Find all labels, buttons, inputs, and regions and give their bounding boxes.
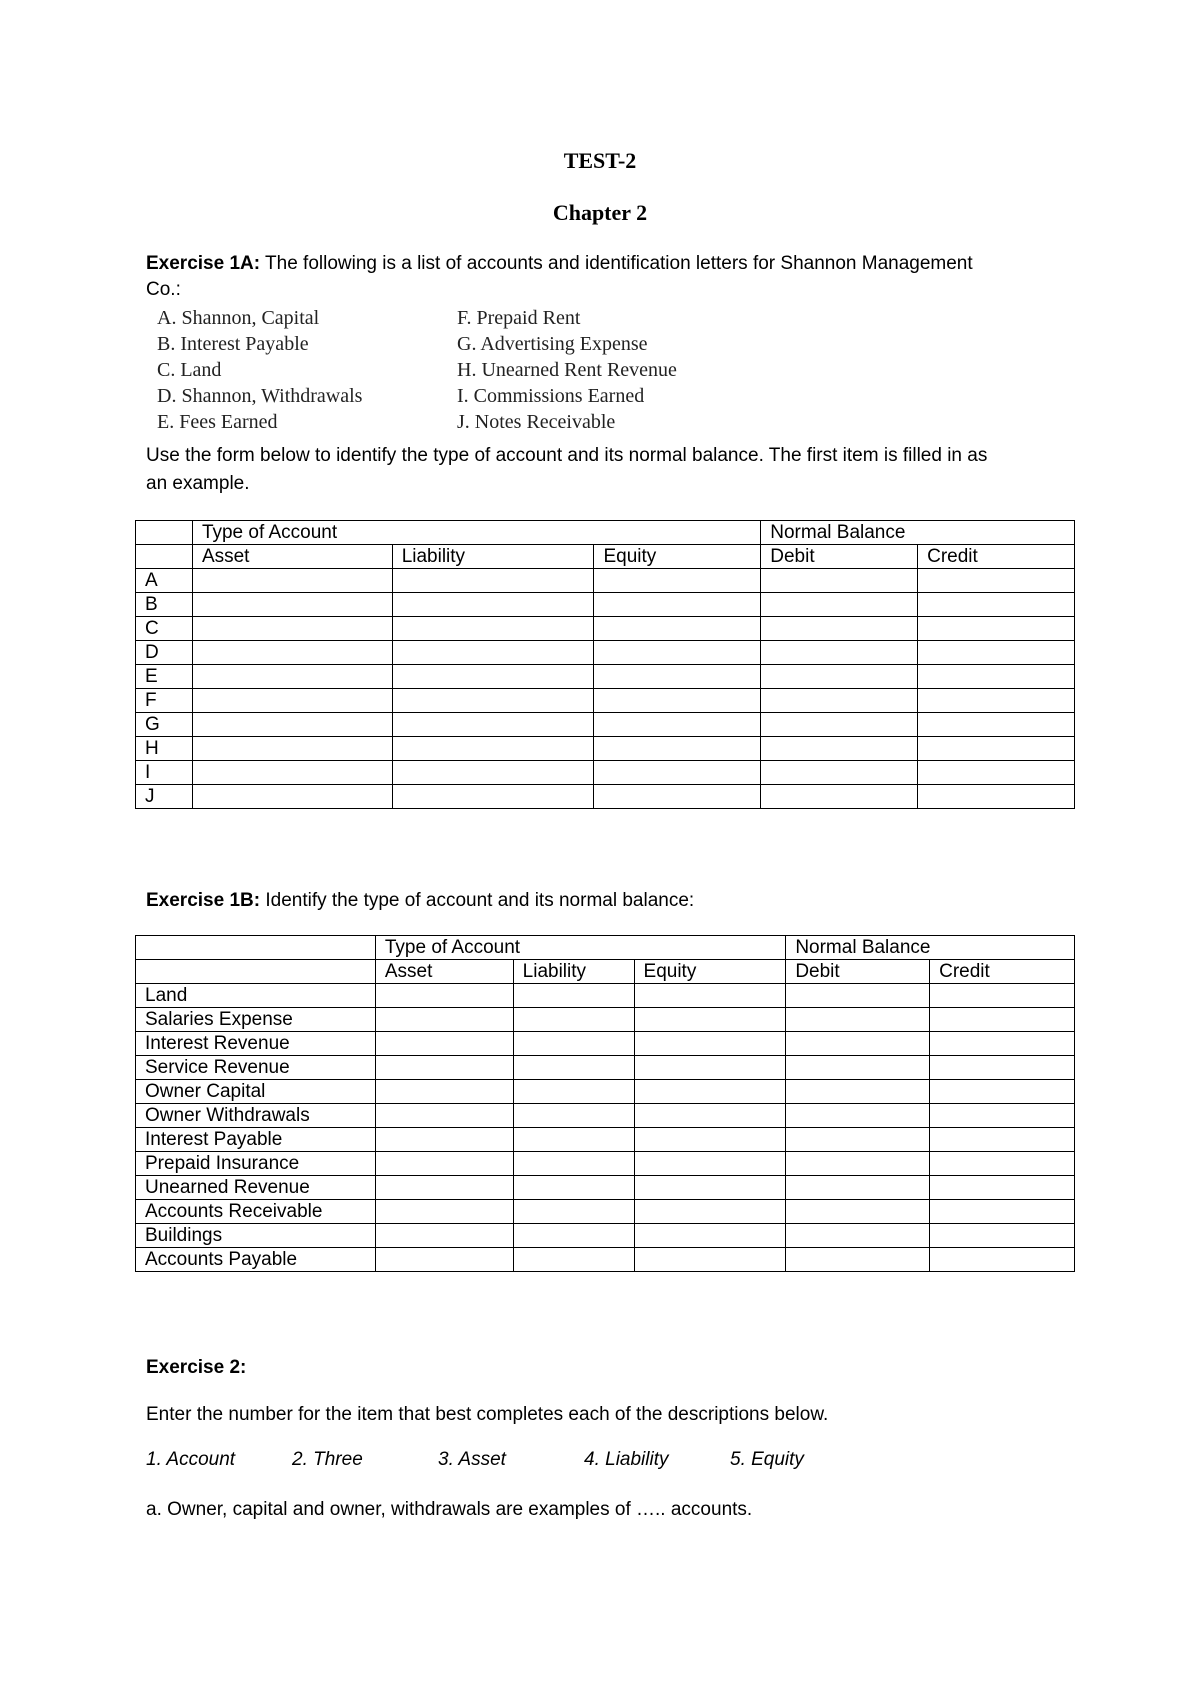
answer-cell[interactable] [594, 617, 761, 641]
corner-cell [136, 521, 193, 545]
normal-balance-header: Normal Balance [761, 521, 1075, 545]
table-row [136, 1248, 1075, 1272]
answer-cell[interactable] [594, 593, 761, 617]
answer-cell[interactable] [634, 1176, 786, 1200]
table-row [136, 569, 1075, 593]
exercise-1b-label: Exercise 1B: [146, 890, 261, 911]
answer-cell[interactable] [786, 1080, 930, 1104]
table-header-row [136, 521, 1075, 545]
row-label: Interest Payable [136, 1128, 376, 1152]
exercise-1a-intro [146, 250, 1076, 278]
row-label: G [136, 713, 193, 737]
answer-cell[interactable] [786, 1128, 930, 1152]
answer-cell[interactable] [930, 1224, 1075, 1248]
answer-cell[interactable] [392, 569, 594, 593]
answer-cell[interactable] [513, 1200, 634, 1224]
answer-cell[interactable] [786, 1176, 930, 1200]
answer-cell[interactable] [392, 785, 594, 809]
answer-cell[interactable] [918, 665, 1075, 689]
choice-item: 5. Equity [730, 1449, 804, 1470]
question-a: a. Owner, capital and owner, withdrawals are examples of ….. accounts. [146, 1499, 753, 1520]
answer-cell[interactable] [786, 1224, 930, 1248]
answer-cell[interactable] [513, 1224, 634, 1248]
table-row [136, 1128, 1075, 1152]
answer-cell[interactable] [761, 761, 918, 785]
answer-cell[interactable] [375, 1032, 513, 1056]
answer-cell[interactable] [392, 737, 594, 761]
answer-cell[interactable] [594, 641, 761, 665]
answer-cell[interactable] [786, 1008, 930, 1032]
answer-cell[interactable] [918, 641, 1075, 665]
table-row [136, 1176, 1075, 1200]
answer-cell[interactable] [594, 761, 761, 785]
asset-column-header: Asset [375, 960, 513, 984]
row-label: Interest Revenue [136, 1032, 376, 1056]
answer-cell[interactable] [930, 984, 1075, 1008]
answer-cell[interactable] [192, 593, 392, 617]
test-title: TEST-2 [563, 148, 637, 173]
row-label: Buildings [136, 1224, 376, 1248]
answer-cell[interactable] [761, 665, 918, 689]
exercise-1b-intro-text: Identify the type of account and its normal balance: [265, 890, 695, 911]
answer-cell[interactable] [786, 1200, 930, 1224]
answer-cell[interactable] [761, 593, 918, 617]
table-row [136, 713, 1075, 737]
table-row [136, 1104, 1075, 1128]
answer-cell[interactable] [192, 641, 392, 665]
answer-cell[interactable] [930, 1152, 1075, 1176]
row-label: C [136, 617, 193, 641]
row-label: J [136, 785, 193, 809]
answer-cell[interactable] [918, 737, 1075, 761]
exercise-1a-intro-text: The following is a list of accounts and identification letters for Shannon Management [265, 253, 973, 274]
exercise-1a-label: Exercise 1A: [146, 253, 261, 274]
answer-cell[interactable] [375, 1152, 513, 1176]
row-label: B [136, 593, 193, 617]
answer-cell[interactable] [594, 569, 761, 593]
row-label: Service Revenue [136, 1056, 376, 1080]
answer-cell[interactable] [918, 569, 1075, 593]
table-row [136, 593, 1075, 617]
account-item: A. Shannon, Capital [157, 307, 320, 329]
account-item: E. Fees Earned [157, 411, 278, 433]
answer-cell[interactable] [634, 1248, 786, 1272]
table-row [136, 1056, 1075, 1080]
answer-cell[interactable] [786, 1248, 930, 1272]
answer-cell[interactable] [930, 1128, 1075, 1152]
answer-cell[interactable] [761, 617, 918, 641]
equity-column-header: Equity [594, 545, 761, 569]
answer-cell[interactable] [513, 1008, 634, 1032]
answer-cell[interactable] [930, 1008, 1075, 1032]
row-label: Prepaid Insurance [136, 1152, 376, 1176]
answer-cell[interactable] [918, 785, 1075, 809]
answer-cell[interactable] [513, 1152, 634, 1176]
answer-cell[interactable] [513, 1104, 634, 1128]
corner-cell [136, 960, 376, 984]
answer-cell[interactable] [918, 713, 1075, 737]
answer-cell[interactable] [192, 713, 392, 737]
answer-cell[interactable] [392, 713, 594, 737]
answer-cell[interactable] [513, 1248, 634, 1272]
answer-cell[interactable] [761, 689, 918, 713]
account-item: G. Advertising Expense [457, 333, 648, 355]
answer-cell[interactable] [192, 689, 392, 713]
account-item: F. Prepaid Rent [457, 307, 581, 329]
answer-cell[interactable] [786, 1104, 930, 1128]
answer-cell[interactable] [786, 1032, 930, 1056]
answer-cell[interactable] [192, 569, 392, 593]
answer-cell[interactable] [375, 1176, 513, 1200]
answer-cell[interactable] [375, 1224, 513, 1248]
answer-cell[interactable] [918, 689, 1075, 713]
exercise-1a-instruction-line1: Use the form below to identify the type of account and its normal balance. The first item is filled in as [146, 445, 988, 466]
row-label: Land [136, 984, 376, 1008]
row-label: D [136, 641, 193, 665]
table-header-row [136, 936, 1075, 960]
answer-cell[interactable] [634, 1056, 786, 1080]
answer-cell[interactable] [375, 1104, 513, 1128]
row-label: Owner Capital [136, 1080, 376, 1104]
row-label: A [136, 569, 193, 593]
table-row [136, 1080, 1075, 1104]
account-list-left [157, 305, 362, 435]
answer-cell[interactable] [918, 761, 1075, 785]
table-row [136, 1200, 1075, 1224]
table-row [136, 665, 1075, 689]
answer-cell[interactable] [761, 737, 918, 761]
answer-cell[interactable] [375, 1200, 513, 1224]
corner-cell [136, 936, 376, 960]
answer-cell[interactable] [375, 1080, 513, 1104]
table-row [136, 737, 1075, 761]
answer-cell[interactable] [930, 1200, 1075, 1224]
answer-cell[interactable] [392, 665, 594, 689]
answer-cell[interactable] [930, 1104, 1075, 1128]
answer-cell[interactable] [375, 1248, 513, 1272]
table-row [136, 761, 1075, 785]
answer-cell[interactable] [375, 984, 513, 1008]
answer-cell[interactable] [761, 785, 918, 809]
answer-cell[interactable] [513, 1176, 634, 1200]
answer-cell[interactable] [392, 593, 594, 617]
answer-cell[interactable] [192, 617, 392, 641]
answer-cell[interactable] [513, 1080, 634, 1104]
liability-column-header: Liability [513, 960, 634, 984]
answer-cell[interactable] [392, 617, 594, 641]
choice-item: 3. Asset [438, 1449, 506, 1470]
equity-column-header: Equity [634, 960, 786, 984]
answer-cell[interactable] [594, 737, 761, 761]
row-label: E [136, 665, 193, 689]
answer-cell[interactable] [375, 1128, 513, 1152]
row-label: I [136, 761, 193, 785]
table-row [136, 984, 1075, 1008]
answer-cell[interactable] [594, 665, 761, 689]
row-label: F [136, 689, 193, 713]
answer-cell[interactable] [918, 593, 1075, 617]
account-list-right [457, 305, 677, 435]
account-item: B. Interest Payable [157, 333, 309, 355]
table-row [136, 1032, 1075, 1056]
exercise-1a-instruction-line2: an example. [146, 473, 250, 494]
type-of-account-header: Type of Account [192, 521, 760, 545]
table-row [136, 785, 1075, 809]
table-subheader-row [136, 960, 1075, 984]
account-item: H. Unearned Rent Revenue [457, 359, 677, 381]
exercise-1b-intro [146, 887, 694, 915]
answer-cell[interactable] [192, 785, 392, 809]
liability-column-header: Liability [392, 545, 594, 569]
answer-cell[interactable] [930, 1056, 1075, 1080]
answer-cell[interactable] [786, 984, 930, 1008]
answer-cell[interactable] [513, 1128, 634, 1152]
type-of-account-header: Type of Account [375, 936, 785, 960]
row-label: Unearned Revenue [136, 1176, 376, 1200]
answer-cell[interactable] [634, 1080, 786, 1104]
row-label: Owner Withdrawals [136, 1104, 376, 1128]
table-row [136, 1224, 1075, 1248]
answer-cell[interactable] [192, 737, 392, 761]
answer-cell[interactable] [634, 1104, 786, 1128]
answer-cell[interactable] [761, 641, 918, 665]
exercise-2-instruction: Enter the number for the item that best completes each of the descriptions below. [146, 1404, 829, 1425]
answer-cell[interactable] [930, 1032, 1075, 1056]
answer-cell[interactable] [930, 1176, 1075, 1200]
answer-cell[interactable] [392, 689, 594, 713]
table-row [136, 689, 1075, 713]
answer-cell[interactable] [634, 1224, 786, 1248]
answer-cell[interactable] [375, 1056, 513, 1080]
answer-cell[interactable] [513, 1056, 634, 1080]
account-item: I. Commissions Earned [457, 385, 645, 407]
table-row [136, 641, 1075, 665]
exercise-2-heading [146, 1354, 246, 1382]
answer-cell[interactable] [594, 689, 761, 713]
answer-cell[interactable] [594, 785, 761, 809]
answer-cell[interactable] [918, 617, 1075, 641]
answer-cell[interactable] [513, 1032, 634, 1056]
answer-cell[interactable] [634, 984, 786, 1008]
answer-cell[interactable] [634, 1128, 786, 1152]
answer-cell[interactable] [594, 713, 761, 737]
choice-item: 1. Account [146, 1449, 236, 1470]
answer-cell[interactable] [634, 1152, 786, 1176]
answer-cell[interactable] [786, 1056, 930, 1080]
answer-cell[interactable] [375, 1008, 513, 1032]
exercise-1b-table [135, 935, 1075, 1272]
credit-column-header: Credit [918, 545, 1075, 569]
table-row [136, 1008, 1075, 1032]
row-label: Accounts Payable [136, 1248, 376, 1272]
normal-balance-header: Normal Balance [786, 936, 1075, 960]
choice-item: 2. Three [292, 1449, 363, 1470]
answer-cell[interactable] [634, 1008, 786, 1032]
account-item: C. Land [157, 359, 222, 381]
answer-cell[interactable] [761, 569, 918, 593]
choice-item: 4. Liability [584, 1449, 669, 1470]
answer-cell[interactable] [634, 1032, 786, 1056]
answer-cell[interactable] [392, 761, 594, 785]
answer-cell[interactable] [192, 761, 392, 785]
exercise-2-label: Exercise 2: [146, 1357, 247, 1378]
debit-column-header: Debit [761, 545, 918, 569]
debit-column-header: Debit [786, 960, 930, 984]
account-item: D. Shannon, Withdrawals [157, 385, 363, 407]
table-row [136, 617, 1075, 641]
asset-column-header: Asset [192, 545, 392, 569]
answer-cell[interactable] [513, 984, 634, 1008]
row-label: Salaries Expense [136, 1008, 376, 1032]
answer-cell[interactable] [930, 1248, 1075, 1272]
answer-cell[interactable] [392, 641, 594, 665]
exercise-1a-intro-cont: Co.: [146, 279, 181, 300]
answer-cell[interactable] [192, 665, 392, 689]
answer-cell[interactable] [786, 1152, 930, 1176]
answer-cell[interactable] [634, 1200, 786, 1224]
row-label: H [136, 737, 193, 761]
exercise-1a-table [135, 520, 1075, 809]
chapter-heading: Chapter 2 [552, 200, 648, 225]
credit-column-header: Credit [930, 960, 1075, 984]
table-subheader-row [136, 545, 1075, 569]
answer-cell[interactable] [761, 713, 918, 737]
account-item: J. Notes Receivable [457, 411, 616, 433]
answer-cell[interactable] [930, 1080, 1075, 1104]
row-label: Accounts Receivable [136, 1200, 376, 1224]
corner-cell [136, 545, 193, 569]
table-row [136, 1152, 1075, 1176]
